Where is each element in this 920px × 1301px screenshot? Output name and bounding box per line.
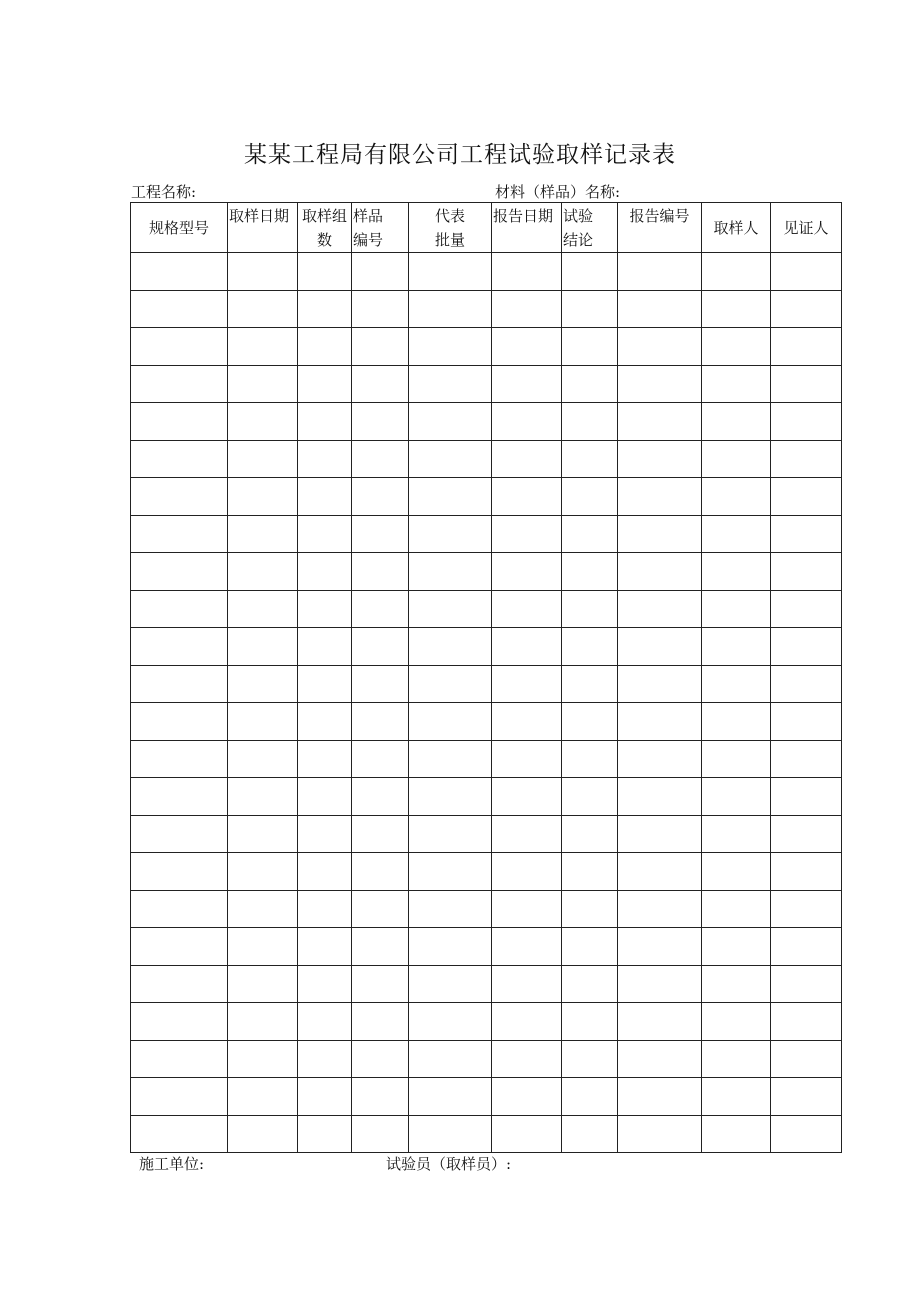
table-cell[interactable]: [131, 778, 228, 816]
table-cell[interactable]: [298, 403, 352, 441]
table-cell[interactable]: [618, 703, 702, 741]
table-cell[interactable]: [492, 628, 562, 666]
table-cell[interactable]: [352, 1003, 409, 1041]
table-cell[interactable]: [702, 1115, 771, 1153]
table-cell[interactable]: [298, 853, 352, 891]
table-cell[interactable]: [131, 253, 228, 291]
table-cell[interactable]: [131, 290, 228, 328]
construction-unit-label: 施工单位:: [139, 1155, 205, 1173]
table-cell[interactable]: [352, 1078, 409, 1116]
table-cell[interactable]: [409, 628, 492, 666]
table-cell[interactable]: [702, 590, 771, 628]
table-row: [131, 365, 842, 403]
table-cell[interactable]: [228, 1003, 298, 1041]
table-cell[interactable]: [618, 928, 702, 966]
table-cell[interactable]: [131, 740, 228, 778]
table-cell[interactable]: [131, 1115, 228, 1153]
table-cell[interactable]: [298, 290, 352, 328]
table-cell[interactable]: [298, 928, 352, 966]
table-header-row: [131, 203, 842, 253]
table-cell[interactable]: [352, 740, 409, 778]
table-cell[interactable]: [409, 890, 492, 928]
table-cell[interactable]: [298, 590, 352, 628]
table-cell[interactable]: [131, 515, 228, 553]
table-cell[interactable]: [771, 740, 842, 778]
table-cell[interactable]: [771, 440, 842, 478]
table-cell[interactable]: [702, 290, 771, 328]
table-cell[interactable]: [771, 1040, 842, 1078]
table-cell[interactable]: [562, 553, 618, 591]
table-cell[interactable]: [298, 1040, 352, 1078]
table-cell[interactable]: [352, 553, 409, 591]
table-cell[interactable]: [562, 328, 618, 366]
table-row: [131, 253, 842, 291]
table-cell[interactable]: [702, 928, 771, 966]
col-sample-number: 样品 编号: [352, 203, 409, 253]
table-cell[interactable]: [409, 853, 492, 891]
table-row: [131, 665, 842, 703]
table-cell[interactable]: [352, 1115, 409, 1153]
table-cell[interactable]: [409, 403, 492, 441]
table-cell[interactable]: [492, 440, 562, 478]
table-cell[interactable]: [618, 890, 702, 928]
table-cell[interactable]: [492, 928, 562, 966]
table-cell[interactable]: [228, 815, 298, 853]
table-cell[interactable]: [228, 890, 298, 928]
table-cell[interactable]: [771, 815, 842, 853]
table-row: [131, 328, 842, 366]
table-cell[interactable]: [131, 590, 228, 628]
table-cell[interactable]: [771, 778, 842, 816]
table-cell[interactable]: [562, 590, 618, 628]
table-cell[interactable]: [131, 1078, 228, 1116]
table-cell[interactable]: [771, 328, 842, 366]
table-cell[interactable]: [618, 965, 702, 1003]
table-row: [131, 853, 842, 891]
table-cell[interactable]: [562, 665, 618, 703]
table-cell[interactable]: [228, 440, 298, 478]
table-cell[interactable]: [492, 965, 562, 1003]
table-cell[interactable]: [618, 365, 702, 403]
table-cell[interactable]: [771, 665, 842, 703]
table-cell[interactable]: [618, 665, 702, 703]
table-cell[interactable]: [298, 965, 352, 1003]
table-cell[interactable]: [352, 253, 409, 291]
table-cell[interactable]: [352, 515, 409, 553]
table-row: [131, 965, 842, 1003]
table-cell[interactable]: [562, 853, 618, 891]
col-spec-model: 规格型号: [131, 203, 228, 253]
table-cell[interactable]: [618, 1040, 702, 1078]
table-cell[interactable]: [228, 703, 298, 741]
table-cell[interactable]: [702, 703, 771, 741]
table-cell[interactable]: [771, 965, 842, 1003]
table-cell[interactable]: [492, 515, 562, 553]
table-cell[interactable]: [298, 515, 352, 553]
table-cell[interactable]: [298, 815, 352, 853]
table-cell[interactable]: [409, 290, 492, 328]
table-cell[interactable]: [352, 290, 409, 328]
table-cell[interactable]: [492, 253, 562, 291]
table-cell[interactable]: [562, 1003, 618, 1041]
table-cell[interactable]: [702, 740, 771, 778]
table-cell[interactable]: [131, 928, 228, 966]
table-cell[interactable]: [131, 553, 228, 591]
table-cell[interactable]: [618, 328, 702, 366]
table-cell[interactable]: [228, 1078, 298, 1116]
table-cell[interactable]: [562, 365, 618, 403]
table-cell[interactable]: [228, 928, 298, 966]
table-cell[interactable]: [228, 1040, 298, 1078]
table-row: [131, 778, 842, 816]
table-cell[interactable]: [298, 703, 352, 741]
table-row: [131, 628, 842, 666]
table-cell[interactable]: [352, 590, 409, 628]
table-cell[interactable]: [228, 515, 298, 553]
table-cell[interactable]: [492, 365, 562, 403]
table-cell[interactable]: [618, 515, 702, 553]
table-cell[interactable]: [131, 1040, 228, 1078]
table-cell[interactable]: [492, 1040, 562, 1078]
table-cell[interactable]: [298, 665, 352, 703]
table-cell[interactable]: [352, 815, 409, 853]
table-cell[interactable]: [409, 590, 492, 628]
table-cell[interactable]: [352, 965, 409, 1003]
table-row: [131, 703, 842, 741]
table-cell[interactable]: [131, 628, 228, 666]
table-cell[interactable]: [771, 365, 842, 403]
table-cell[interactable]: [228, 590, 298, 628]
table-cell[interactable]: [562, 403, 618, 441]
table-cell[interactable]: [228, 365, 298, 403]
table-cell[interactable]: [562, 778, 618, 816]
table-cell[interactable]: [409, 815, 492, 853]
table-cell[interactable]: [618, 440, 702, 478]
table-cell[interactable]: [702, 328, 771, 366]
table-cell[interactable]: [618, 290, 702, 328]
table-cell[interactable]: [228, 253, 298, 291]
table-row: [131, 515, 842, 553]
table-cell[interactable]: [131, 478, 228, 516]
table-cell[interactable]: [562, 253, 618, 291]
table-cell[interactable]: [228, 1115, 298, 1153]
table-cell[interactable]: [562, 1115, 618, 1153]
table-cell[interactable]: [409, 665, 492, 703]
table-cell[interactable]: [298, 553, 352, 591]
table-cell[interactable]: [131, 703, 228, 741]
table-cell[interactable]: [228, 290, 298, 328]
table-cell[interactable]: [771, 253, 842, 291]
col-witness: 见证人: [771, 203, 842, 253]
table-cell[interactable]: [298, 478, 352, 516]
table-cell[interactable]: [702, 553, 771, 591]
table-cell[interactable]: [702, 403, 771, 441]
table-row: [131, 590, 842, 628]
table-cell[interactable]: [409, 778, 492, 816]
table-cell[interactable]: [228, 665, 298, 703]
table-cell[interactable]: [352, 328, 409, 366]
table-cell[interactable]: [298, 1115, 352, 1153]
col-sample-group-count: 取样组 数: [298, 203, 352, 253]
col-report-number: 报告编号: [618, 203, 702, 253]
table-cell[interactable]: [492, 290, 562, 328]
col-sampler: 取样人: [702, 203, 771, 253]
table-cell[interactable]: [562, 1078, 618, 1116]
table-cell[interactable]: [352, 703, 409, 741]
table-cell[interactable]: [702, 478, 771, 516]
table-cell[interactable]: [702, 365, 771, 403]
table-cell[interactable]: [409, 1003, 492, 1041]
table-cell[interactable]: [409, 1078, 492, 1116]
sampling-record-table: [130, 202, 842, 1153]
table-cell[interactable]: [492, 815, 562, 853]
table-cell[interactable]: [131, 853, 228, 891]
table-cell[interactable]: [771, 1078, 842, 1116]
material-name-label: 材料（样品）名称:: [495, 183, 621, 201]
table-cell[interactable]: [352, 628, 409, 666]
table-cell[interactable]: [409, 328, 492, 366]
table-cell[interactable]: [409, 1115, 492, 1153]
col-sampling-date: 取样日期: [228, 203, 298, 253]
table-cell[interactable]: [352, 853, 409, 891]
table-cell[interactable]: [298, 778, 352, 816]
table-row: [131, 478, 842, 516]
table-cell[interactable]: [409, 928, 492, 966]
table-cell[interactable]: [352, 778, 409, 816]
table-cell[interactable]: [298, 740, 352, 778]
col-test-conclusion: 试验 结论: [562, 203, 618, 253]
project-name-label: 工程名称:: [131, 183, 197, 201]
table-row: [131, 290, 842, 328]
table-cell[interactable]: [409, 478, 492, 516]
table-cell[interactable]: [771, 890, 842, 928]
table-cell[interactable]: [131, 965, 228, 1003]
table-cell[interactable]: [702, 890, 771, 928]
table-cell[interactable]: [618, 1078, 702, 1116]
table-cell[interactable]: [492, 740, 562, 778]
table-cell[interactable]: [618, 853, 702, 891]
table-row: [131, 440, 842, 478]
table-cell[interactable]: [492, 665, 562, 703]
table-cell[interactable]: [352, 890, 409, 928]
table-cell[interactable]: [352, 1040, 409, 1078]
table-row: [131, 890, 842, 928]
table-cell[interactable]: [228, 553, 298, 591]
table-cell[interactable]: [352, 928, 409, 966]
table-cell[interactable]: [131, 815, 228, 853]
table-cell[interactable]: [228, 628, 298, 666]
col-represent-batch: 代表 批量: [409, 203, 492, 253]
table-cell[interactable]: [228, 853, 298, 891]
table-cell[interactable]: [492, 1078, 562, 1116]
table-cell[interactable]: [409, 553, 492, 591]
table-cell[interactable]: [298, 628, 352, 666]
table-cell[interactable]: [562, 815, 618, 853]
table-cell[interactable]: [562, 740, 618, 778]
table-row: [131, 815, 842, 853]
table-cell[interactable]: [618, 253, 702, 291]
table-cell[interactable]: [562, 478, 618, 516]
table-cell[interactable]: [562, 890, 618, 928]
table-cell[interactable]: [702, 1078, 771, 1116]
table-cell[interactable]: [771, 590, 842, 628]
table-cell[interactable]: [771, 928, 842, 966]
table-cell[interactable]: [562, 703, 618, 741]
table-cell[interactable]: [492, 703, 562, 741]
table-cell[interactable]: [131, 440, 228, 478]
table-cell[interactable]: [771, 403, 842, 441]
table-cell[interactable]: [352, 665, 409, 703]
table-cell[interactable]: [352, 440, 409, 478]
table-cell[interactable]: [771, 1003, 842, 1041]
table-cell[interactable]: [298, 890, 352, 928]
table-cell[interactable]: [492, 890, 562, 928]
table-cell[interactable]: [131, 328, 228, 366]
table-cell[interactable]: [298, 328, 352, 366]
table-cell[interactable]: [771, 290, 842, 328]
table-cell[interactable]: [298, 1078, 352, 1116]
table-cell[interactable]: [702, 515, 771, 553]
table-cell[interactable]: [492, 590, 562, 628]
table-cell[interactable]: [352, 365, 409, 403]
table-cell[interactable]: [618, 478, 702, 516]
table-cell[interactable]: [562, 1040, 618, 1078]
table-cell[interactable]: [409, 253, 492, 291]
table-cell[interactable]: [131, 365, 228, 403]
table-cell[interactable]: [618, 778, 702, 816]
table-cell[interactable]: [131, 403, 228, 441]
table-cell[interactable]: [771, 853, 842, 891]
table-cell[interactable]: [409, 1040, 492, 1078]
table-cell[interactable]: [562, 628, 618, 666]
table-cell[interactable]: [298, 365, 352, 403]
table-cell[interactable]: [409, 740, 492, 778]
table-cell[interactable]: [618, 403, 702, 441]
table-cell[interactable]: [771, 553, 842, 591]
form-title: 某某工程局有限公司工程试验取样记录表: [244, 142, 676, 168]
table-cell[interactable]: [618, 553, 702, 591]
table-cell[interactable]: [702, 628, 771, 666]
table-cell[interactable]: [492, 778, 562, 816]
table-cell[interactable]: [562, 928, 618, 966]
table-row: [131, 1115, 842, 1153]
table-cell[interactable]: [298, 1003, 352, 1041]
table-cell[interactable]: [409, 703, 492, 741]
table-cell[interactable]: [618, 590, 702, 628]
table-cell[interactable]: [492, 478, 562, 516]
table-row: [131, 403, 842, 441]
table-cell[interactable]: [771, 703, 842, 741]
table-cell[interactable]: [492, 553, 562, 591]
table-cell[interactable]: [131, 1003, 228, 1041]
table-row: [131, 1003, 842, 1041]
table-cell[interactable]: [771, 515, 842, 553]
table-cell[interactable]: [298, 440, 352, 478]
table-cell[interactable]: [352, 478, 409, 516]
table-cell[interactable]: [771, 1115, 842, 1153]
table-cell[interactable]: [618, 740, 702, 778]
table-cell[interactable]: [228, 328, 298, 366]
table-cell[interactable]: [228, 478, 298, 516]
table-cell[interactable]: [492, 1115, 562, 1153]
table-cell[interactable]: [562, 515, 618, 553]
table-cell[interactable]: [702, 853, 771, 891]
table-cell[interactable]: [492, 403, 562, 441]
table-cell[interactable]: [298, 253, 352, 291]
table-cell[interactable]: [131, 665, 228, 703]
table-row: [131, 928, 842, 966]
tester-label: 试验员（取样员）:: [386, 1155, 512, 1173]
table-cell[interactable]: [228, 403, 298, 441]
table-cell[interactable]: [492, 853, 562, 891]
table-cell[interactable]: [618, 1115, 702, 1153]
table-cell[interactable]: [228, 965, 298, 1003]
table-cell[interactable]: [492, 1003, 562, 1041]
table-cell[interactable]: [492, 328, 562, 366]
table-cell[interactable]: [409, 515, 492, 553]
table-cell[interactable]: [409, 440, 492, 478]
table-cell[interactable]: [702, 665, 771, 703]
table-cell[interactable]: [352, 403, 409, 441]
table-cell[interactable]: [702, 965, 771, 1003]
table-cell[interactable]: [562, 290, 618, 328]
table-cell[interactable]: [409, 965, 492, 1003]
table-cell[interactable]: [618, 628, 702, 666]
table-cell[interactable]: [131, 890, 228, 928]
table-row: [131, 1040, 842, 1078]
col-report-date: 报告日期: [492, 203, 562, 253]
table-cell[interactable]: [771, 628, 842, 666]
table-cell[interactable]: [702, 253, 771, 291]
table-cell[interactable]: [771, 478, 842, 516]
table-cell[interactable]: [409, 365, 492, 403]
table-cell[interactable]: [702, 1003, 771, 1041]
table-cell[interactable]: [702, 1040, 771, 1078]
table-cell[interactable]: [618, 815, 702, 853]
table-cell[interactable]: [562, 440, 618, 478]
table-cell[interactable]: [618, 1003, 702, 1041]
table-row: [131, 1078, 842, 1116]
table-cell[interactable]: [228, 778, 298, 816]
table-cell[interactable]: [702, 440, 771, 478]
table-row: [131, 553, 842, 591]
table-cell[interactable]: [562, 965, 618, 1003]
table-cell[interactable]: [702, 778, 771, 816]
table-cell[interactable]: [702, 815, 771, 853]
table-row: [131, 740, 842, 778]
table-cell[interactable]: [228, 740, 298, 778]
